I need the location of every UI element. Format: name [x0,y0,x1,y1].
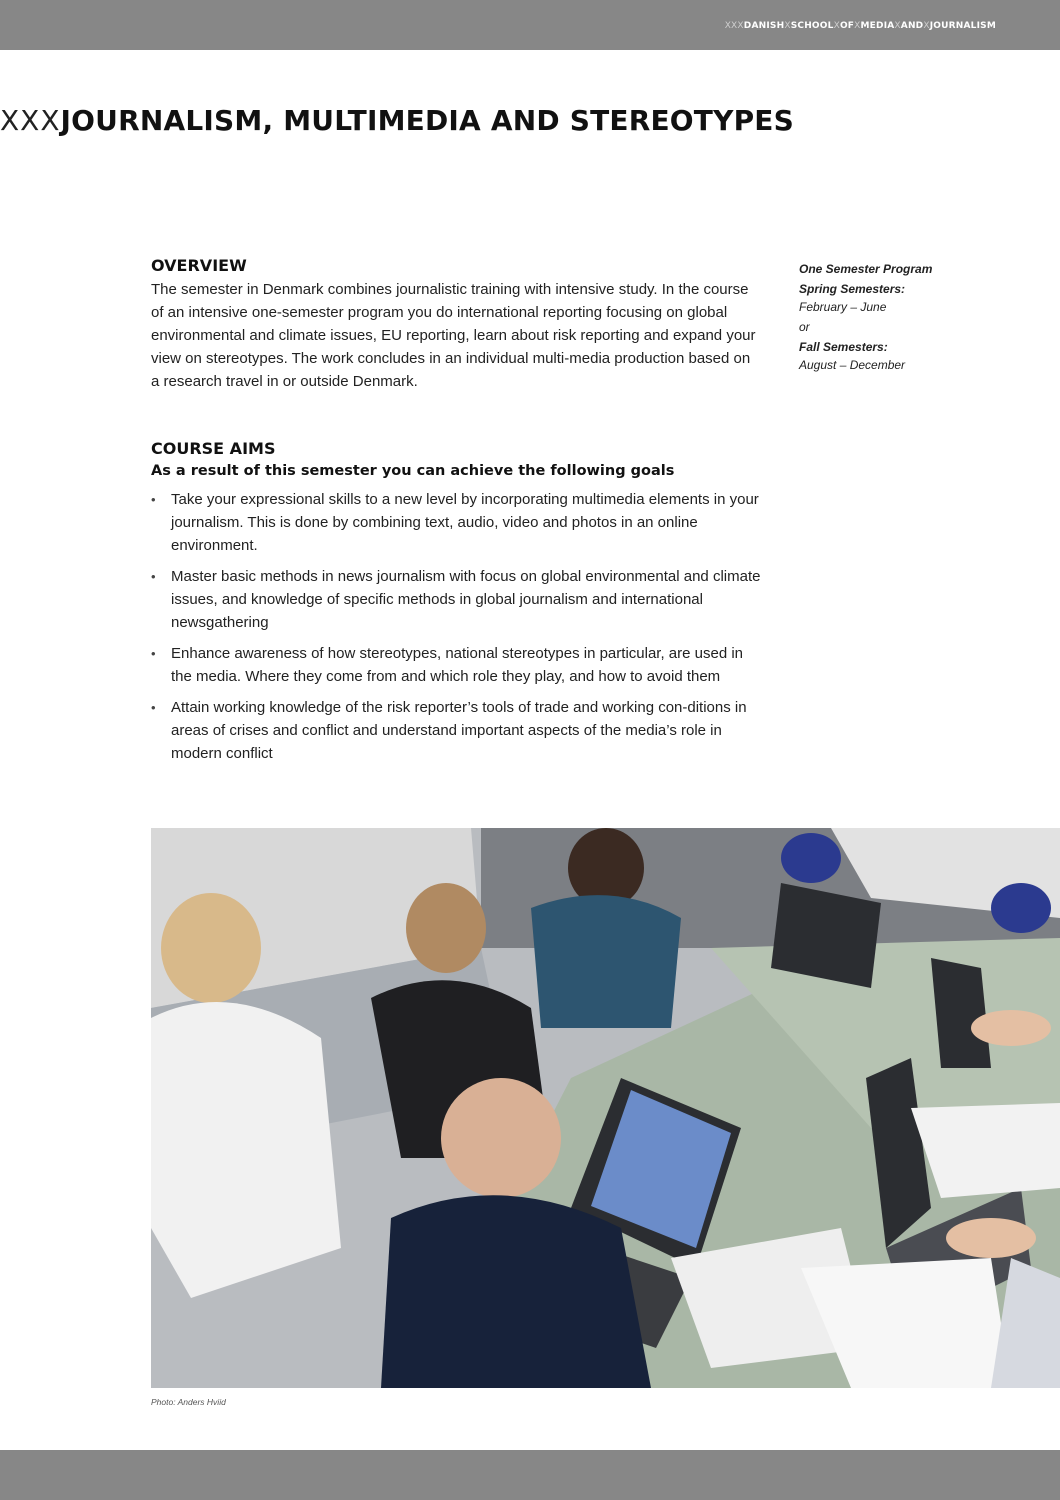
bullet-icon: • [151,700,156,715]
course-aims-heading: COURSE AIMS [151,439,276,458]
or-label: or [799,320,810,334]
bullet-icon: • [151,492,156,507]
title-prefix: XXX [0,104,61,137]
brand-separator: X [854,21,861,31]
list-item [151,642,761,688]
title-text: JOURNALISM, MULTIMEDIA AND STEREOTYPES [60,104,795,137]
brand-word: SCHOOL [790,21,834,31]
goal-text: Master basic methods in news journalism with focus on global environmental and climate issues, and knowledge of specific methods in global journalism and international newsgathering [171,568,761,631]
bullet-icon: • [151,646,156,661]
brand-word: AND [900,21,924,31]
course-aims-section [151,439,761,765]
sidebar-program-info [799,260,999,374]
brand-separator: X [833,21,840,31]
spring-label: Spring Semesters: [799,282,906,296]
footer-bar [0,1450,1060,1500]
list-item [151,488,761,557]
brand-word: MEDIA [860,21,895,31]
page-title [0,104,794,137]
program-label: One Semester Program [799,262,933,276]
brand-word: OF [839,21,855,31]
brand-separator: X [784,21,791,31]
brand-word: DANISH [743,21,785,31]
goal-text: Take your expressional skills to a new level by incorporating multimedia elements in your journalism. This is done by combining text, audio, video and photos in an online environment. [171,491,759,554]
fall-label: Fall Semesters: [799,340,888,354]
brand-word: JOURNALISM [929,21,996,31]
bullet-icon: • [151,569,156,584]
list-item [151,696,761,765]
goal-text: Attain working knowledge of the risk reporter’s tools of trade and working con-ditions in areas of crises and conflict and understand important aspects of the media’s role in modern conflict [171,699,747,762]
header-bar [0,0,1060,50]
goal-text: Enhance awareness of how stereotypes, national stereotypes in particular, are used in the media. Where they come from and which role they play, and how to avoid them [171,645,744,685]
overview-section [151,256,761,393]
fall-dates: August – December [799,358,906,372]
photo-caption: Photo: Anders Hviid [151,1397,226,1407]
photo-illustration [151,828,1060,1388]
main-content [151,256,761,773]
brand-prefix: XXX [724,21,744,31]
goals-list [151,488,761,765]
header-brand [725,21,996,31]
overview-body: The semester in Denmark combines journalistic training with intensive study. In the course of an intensive one-semester program you do international reporting focusing on global environmental and climate issues, EU reporting, learn about risk reporting and expand your view on stereotypes. The work concludes in an individual multi-media production based on a research travel in or outside Denmark. [151,281,756,390]
brand-separator: X [923,21,930,31]
classroom-photo [151,828,1060,1388]
course-aims-subheading: As a result of this semester you can achieve the following goals [151,463,675,479]
brand-separator: X [894,21,901,31]
list-item [151,565,761,634]
overview-heading: OVERVIEW [151,256,247,275]
spring-dates: February – June [799,300,887,314]
